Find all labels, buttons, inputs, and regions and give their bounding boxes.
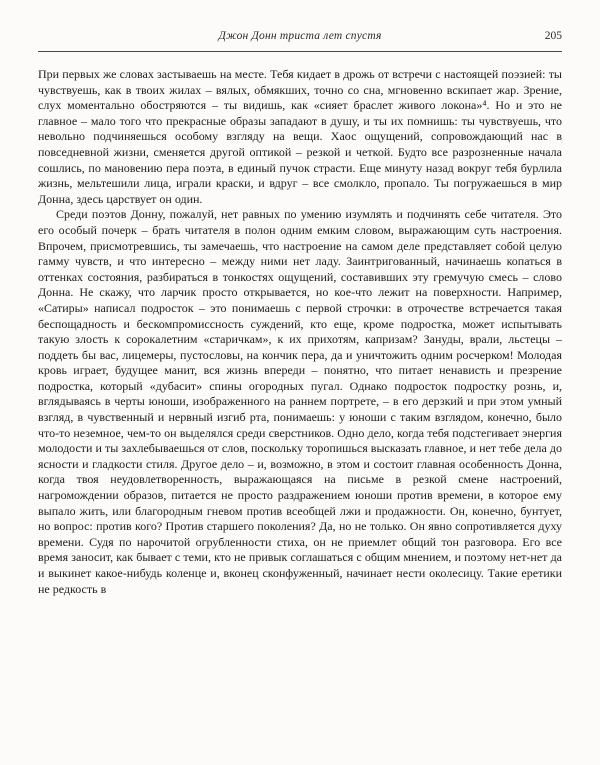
running-header [38, 30, 562, 46]
header-title: Джон Донн триста лет спустя [218, 30, 382, 42]
text-block [38, 67, 562, 597]
header-rule [38, 51, 562, 52]
paragraph-1: При первых же словах застываешь на месте. Тебя кидает в дрожь от встречи с настоящей поэзией: ты чувствуешь, как в твоих жилах – вялых, обмякших, точно со сна, мгновенно вскипает жар. Зрение, слух моментально обостряются – ты видишь, как «сияет браслет живого локона»⁴. Но и это не главное – мало того что прекрасные образы западают в душу, и ты их помнишь: ты чувствуешь, что невольно подчиняешься особому взгляду на вещи. Хаос ощущений, сопровождающий нас в повседневной жизни, сменяется другой оптикой – резкой и четкой. Будто все разрозненные начала сошлись, по мановению пера поэта, в единый пучок страсти. Еще минуту назад вокруг тебя бурлила жизнь, мельтешили лица, играли краски, и вдруг – все смолкло, пропало. Ты погружаешься в мир Донна, здесь царствует он один. [38, 67, 562, 206]
paragraph-2: Среди поэтов Донну, пожалуй, нет равных по умению изумлять и подчинять себе читателя. Это его особый почерк – брать читателя в полон одним емким словом, выражающим суть настроения. Впрочем, присмотревшись, ты замечаешь, что настроение на самом деле представляет собой целую гамму чувств, и что интересно – между ними нет ладу. Заинтригованный, начинаешь копаться в оттенках состояния, разбираться в тонкостях ощущений, составивших эту гремучую смесь – слово Донна. Не скажу, что ларчик просто открывается, но кое-что лежит на поверхности. Например, «Сатиры» написал подросток – это понимаешь с первой строчки: в отрочестве встречается такая беспощадность и бескомпромиссность суждений, кто еще, кроме подростка, может испытывать такую злость к сорокалетним «старичкам», к их прихотям, капризам? Зануды, врали, льстецы – поддеть бы вас, лицемеры, пустословы, на кончик пера, да и уничтожить одним росчерком! Молодая кровь играет, будущее манит, вся жизнь впереди – понятно, что питает ненависть и презрение подростка, который «дубасит» спины огородных пугал. Однако подросток подростку рознь, и, вглядываясь в черты юноши, изображенного на раннем портрете, – в его дерзкий и при этом умный взгляд, в чувственный и нервный изгиб рта, понимаешь: у юноши с таким взглядом, конечно, было что-то неземное, чем-то он выделялся среди сверстников. Одно дело, когда тебя подстегивает энергия молодости и ты захлебываешься от слов, поскольку торопишься высказать главное, и нет тебе дела до ясности и гладкости стиля. Другое дело – и, возможно, в этом и состоит главная особенность Донна, когда твоя неудовлетворенность, выражающаяся на письме в резкой смене настроений, нагромождении образов, питается не просто раздражением юноши против времени, в которое ему выпало жить, или благородным гневом против всеобщей лжи и продажности. Он, конечно, бунтует, но вопрос: против кого? Против старшего поколения? Да, но не только. Он явно сопротивляется духу времени. Судя по нарочитой огрубленности стиха, он не приемлет общий тон разговора. Его все время заносит, как бывает с теми, кто не привык соглашаться с общим мнением, и поэтому нет-нет да и выкинет какое-нибудь коленце и, вконец сконфуженный, начинает нести околесицу. Такие еретики не редкость в [38, 207, 562, 596]
page-number: 205 [544, 30, 562, 42]
